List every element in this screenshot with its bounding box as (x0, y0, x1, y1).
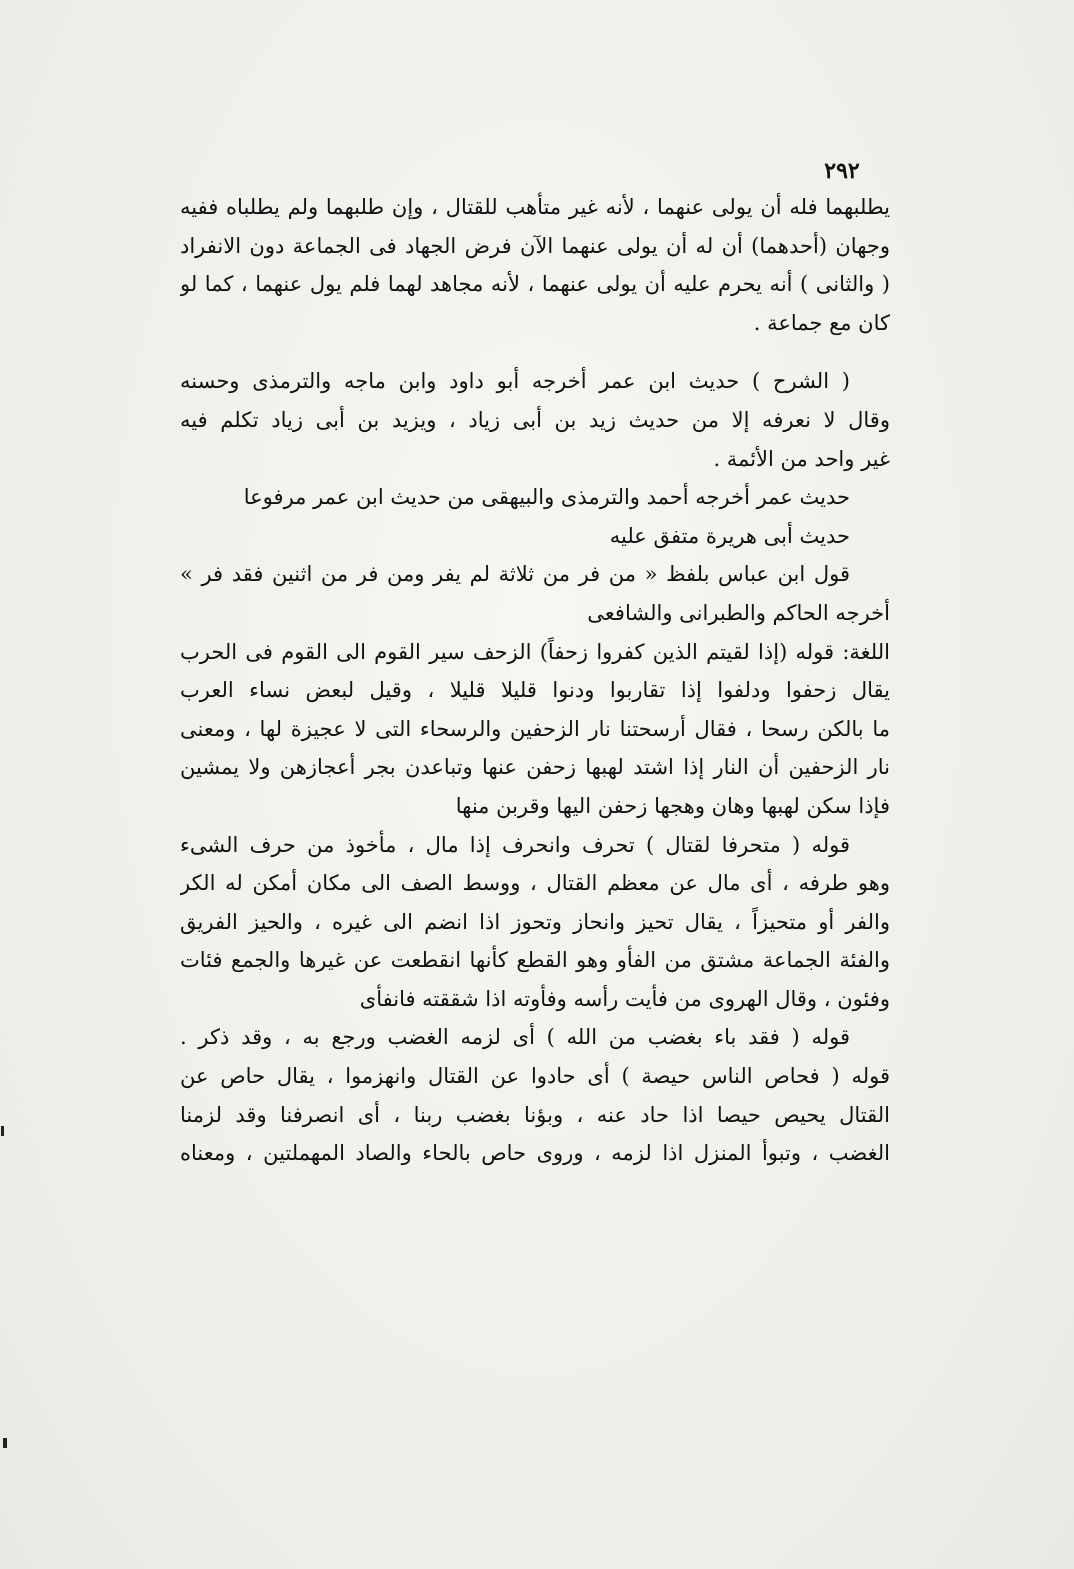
paragraph (180, 826, 890, 1019)
text-line: أخرجه الحاكم والطبرانى والشافعى (587, 600, 890, 625)
text-line: فإذا سكن لهبها وهان وهجها زحفن اليها وقربن منها (455, 793, 890, 818)
text-line: حديث عمر أخرجه أحمد والترمذى والبيهقى من حديث ابن عمر مرفوعا (243, 485, 850, 510)
text-line: قوله ( متحرفا لقتال ) تحرف وانحرف إذا مال ، مأخوذ من حرف الشىء (180, 832, 850, 857)
text-line: نار الزحفين أن النار إذا اشتد لهبها زحفن عنها وتباعدن بجر أعجازهن ولا يمشين (180, 755, 890, 780)
paragraph (180, 555, 890, 632)
page-body (180, 188, 890, 1173)
text-line: قوله ( فقد باء بغضب من الله ) أى لزمه الغضب ورجع به ، وقد ذكر . (180, 1025, 850, 1050)
paragraph (180, 633, 890, 826)
text-line: القتال يحيص حيصا اذا حاد عنه ، وبؤنا بغضب ربنا ، أى انصرفنا وقد لزمنا (180, 1102, 890, 1127)
scan-speck (3, 1438, 7, 1448)
paragraph (180, 1018, 890, 1172)
page-number: ٢٩٢ (824, 158, 860, 184)
text-line: وجهان (أحدهما) أن له أن يولى عنهما الآن فرض الجهاد فى الجماعة دون الانفراد (180, 233, 890, 258)
text-line: الغضب ، وتبوأ المنزل اذا لزمه ، وروى حاص بالحاء والصاد المهملتين ، ومعناه (180, 1141, 890, 1166)
paragraph (180, 517, 890, 556)
text-line: قول ابن عباس بلفظ « من فر من ثلاثة لم يفر ومن فر من اثنين فقد فر » (180, 562, 850, 587)
text-line: اللغة: قوله (إذا لقيتم الذين كفروا زحفاً) الزحف سير القوم الى القوم فى الحرب (180, 639, 890, 664)
text-line: ( والثانى ) أنه يحرم عليه أن يولى عنهما ، لأنه مجاهد لهما فلم يول عنهما ، كما لو (180, 272, 890, 297)
text-line: يقال زحفوا ودلفوا إذا تقاربوا ودنوا قليلا قليلا ، وقيل لبعض نساء العرب (180, 678, 890, 703)
paragraph (180, 188, 890, 342)
text-line: ما بالكن رسحا ، فقال أرسحتنا نار الزحفين والرسحاء التى لا عجيزة لها ، ومعنى (180, 716, 890, 741)
text-line: وفئون ، وقال الهروى من فأيت رأسه وفأوته اذا شققته فانفأى (359, 986, 890, 1011)
text-line: حديث أبى هريرة متفق عليه (609, 523, 850, 548)
text-line: قوله ( فحاص الناس حيصة ) أى حادوا عن القتال وانهزموا ، يقال حاص عن (180, 1064, 890, 1089)
text-line: والفر أو متحيزاً ، يقال تحيز وانحاز وتحوز اذا انضم الى غيره ، والحيز الفريق (180, 909, 890, 934)
paragraph (180, 362, 890, 478)
scan-speck (1, 1126, 4, 1136)
text-line: وهو طرفه ، أى مال عن معظم القتال ، ووسط الصف الى مكان أمكن له الكر (180, 871, 890, 896)
text-line: غير واحد من الأئمة . (713, 446, 890, 471)
text-line: ( الشرح ) حديث ابن عمر أخرجه أبو داود وابن ماجه والترمذى وحسنه (180, 369, 850, 394)
text-line: وقال لا نعرفه إلا من حديث زيد بن أبى زياد ، ويزيد بن أبى زياد تكلم فيه (180, 407, 890, 432)
paragraph-gap (180, 342, 890, 362)
text-line: كان مع جماعة . (753, 310, 890, 335)
text-line: يطلبهما فله أن يولى عنهما ، لأنه غير متأهب للقتال ، وإن طلبهما ولم يطلباه ففيه (180, 195, 890, 219)
paragraph (180, 478, 890, 517)
text-line: والفئة الجماعة مشتق من الفأو وهو القطع كأنها انقطعت عن غيرها والجمع فئات (180, 948, 890, 973)
